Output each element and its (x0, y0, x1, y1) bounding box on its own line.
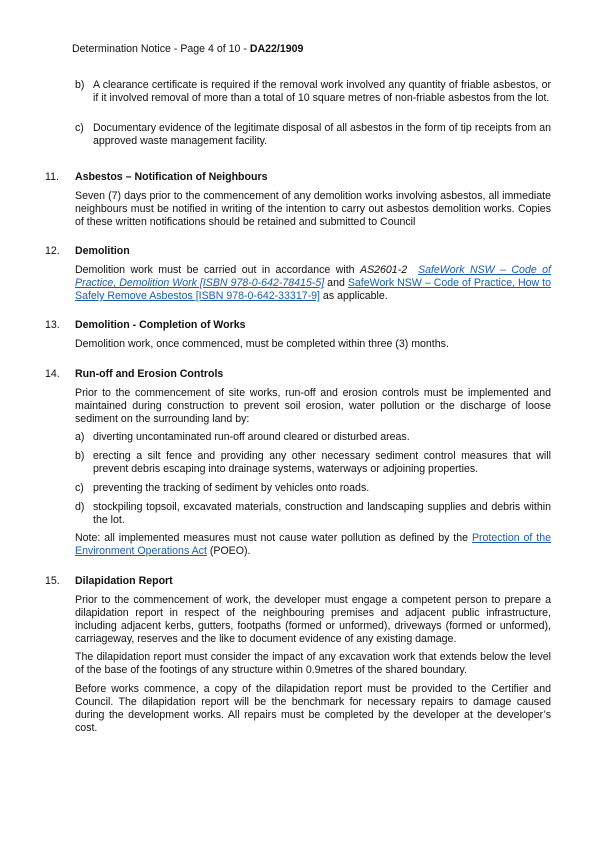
section-15-paragraph-1: Prior to the commencement of work, the developer must engage a competent person to prepare a dilapidation report in respect of the neighbouring premises and adjacent public infrastructure, including adjacent kerbs, gutters, footpaths (formed or unformed), driveways (formed or unformed), carriageway, reserves and the like to document evidence of any existing damage. (75, 594, 551, 645)
section-title: Demolition (75, 245, 130, 257)
list-item-b (75, 79, 551, 105)
list-item-a (75, 431, 551, 444)
section-number: 14. (45, 368, 60, 380)
section-title: Demolition - Completion of Works (75, 319, 246, 331)
list-item-b (75, 450, 551, 476)
list-text: A clearance certificate is required if the removal work involved any quantity of friable asbestos, or if it involved removal of more than a total of 10 square metres of non-friable asbestos from the lot. (93, 79, 551, 104)
list-label: d) (75, 501, 85, 513)
section-number: 15. (45, 575, 60, 587)
list-text: Documentary evidence of the legitimate disposal of all asbestos in the form of tip receipts from an approved waste management facility. (93, 122, 551, 147)
list-item-c (75, 482, 551, 495)
section-title: Run-off and Erosion Controls (75, 368, 224, 380)
text-run: Demolition work must be carried out in accordance with (75, 264, 360, 276)
poeo-act-link[interactable]: Protection of the Environment Operations Act (75, 532, 551, 557)
list-text: erecting a silt fence and providing any other necessary sediment control measures that will prevent debris escaping into drainage systems, waterways or adjoining properties. (93, 450, 551, 475)
section-number: 12. (45, 245, 60, 257)
section-12-heading (45, 245, 551, 258)
code-of-practice-asbestos-link[interactable]: SafeWork NSW – Code of Practice, How to Safely Remove Asbestos [ISBN 978-0-642-33317-9] (75, 277, 552, 302)
list-item-d (75, 501, 551, 527)
section-15-paragraph-2: The dilapidation report must consider the impact of any excavation work that extends below the level of the base of the footings of any structure within 0.9metres of the shared boundary. (75, 651, 551, 676)
section-15-paragraph-3: Before works commence, a copy of the dilapidation report must be provided to the Certifier and Council. The dilapidation report will be the benchmark for necessary repairs to damage caused during the development works. All repairs must be completed by the developer at the developer’s cost. (75, 683, 551, 734)
standard-reference: AS2601-2 (360, 264, 408, 276)
section-13-heading (45, 319, 551, 332)
section-number: 13. (45, 319, 60, 331)
section-12-paragraph (75, 264, 551, 303)
header-ref: DA22/1909 (249, 43, 304, 55)
text-run: and (324, 277, 348, 289)
list-label: a) (75, 431, 85, 443)
list-label: c) (75, 482, 84, 494)
section-13-paragraph: Demolition work, once commenced, must be completed within three (3) months. (75, 338, 449, 350)
list-label: b) (75, 450, 85, 462)
section-11-paragraph: Seven (7) days prior to the commencement of any demolition works involving asbestos, all immediate neighbours must be notified in writing of the intention to carry out asbestos demolition works. Copies of these written notifications should be retained and submitted to Council (75, 190, 551, 228)
link-text: SafeWork NSW – Code of Practice, Demolition Work [ISBN 978-0-642-78415-5] (75, 264, 551, 289)
header-prefix: Determination Notice - Page 4 of 10 - (72, 43, 250, 55)
section-11-heading (45, 171, 551, 184)
list-item-c (75, 122, 551, 148)
text-run: Note: all implemented measures must not cause water pollution as defined by the (75, 532, 472, 544)
text-run: (POEO). (206, 545, 251, 557)
section-title: Dilapidation Report (75, 575, 173, 587)
list-text: preventing the tracking of sediment by vehicles onto roads. (93, 482, 370, 494)
section-number: 11. (45, 171, 59, 183)
text-run: as applicable. (319, 290, 388, 302)
list-label: b) (75, 79, 85, 91)
list-label: c) (75, 122, 84, 134)
list-text: diverting uncontaminated run-off around cleared or disturbed areas. (93, 431, 410, 443)
page-header (72, 43, 303, 56)
section-14-heading (45, 368, 551, 381)
list-text: stockpiling topsoil, excavated materials, construction and landscaping supplies and debris within the lot. (93, 501, 551, 526)
section-15-heading (45, 575, 551, 588)
section-title: Asbestos – Notification of Neighbours (75, 171, 268, 183)
section-14-paragraph: Prior to the commencement of site works, run-off and erosion controls must be implemented and maintained during construction to prevent soil erosion, water pollution or the discharge of loose sediment on the surrounding land by: (75, 387, 551, 425)
section-14-note (75, 532, 551, 558)
